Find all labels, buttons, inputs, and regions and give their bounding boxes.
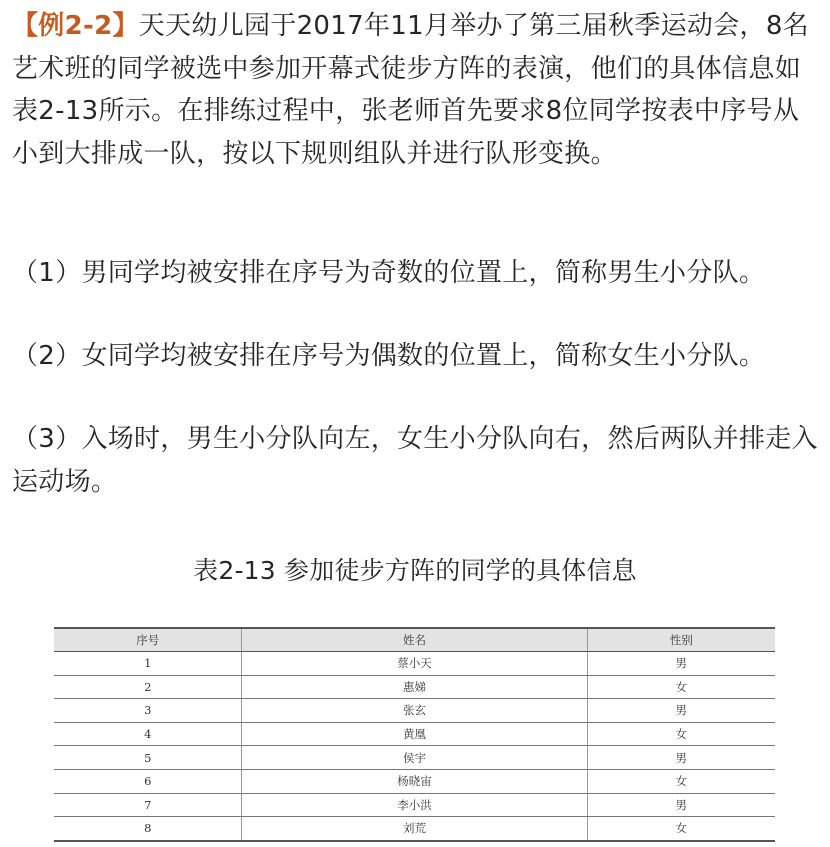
cell-gender: 男	[587, 746, 775, 770]
cell-gender: 女	[587, 675, 775, 699]
table-row	[54, 675, 775, 699]
cell-name: 张玄	[242, 699, 587, 723]
rule-2: （2）女同学均被安排在序号为偶数的位置上，简称女生小分队。	[12, 341, 766, 371]
cell-gender: 女	[587, 817, 775, 841]
cell-name: 李小洪	[242, 793, 587, 817]
cell-index: 1	[54, 652, 242, 676]
cell-index: 8	[54, 817, 242, 841]
cell-gender: 男	[587, 793, 775, 817]
table-row	[54, 699, 775, 723]
header-name: 姓名	[242, 628, 587, 652]
header-index: 序号	[54, 628, 242, 652]
table-row	[54, 652, 775, 676]
table-row	[54, 769, 775, 793]
table-row	[54, 722, 775, 746]
table-row	[54, 746, 775, 770]
table-row	[54, 793, 775, 817]
cell-index: 2	[54, 675, 242, 699]
cell-name: 杨晓宙	[242, 769, 587, 793]
example-label: 【例2-2】	[12, 11, 139, 41]
cell-name: 蔡小天	[242, 652, 587, 676]
cell-gender: 女	[587, 769, 775, 793]
cell-name: 侯宇	[242, 746, 587, 770]
cell-index: 7	[54, 793, 242, 817]
cell-index: 3	[54, 699, 242, 723]
table-caption: 表2-13 参加徒步方阵的同学的具体信息	[193, 556, 637, 585]
header-gender: 性别	[587, 628, 775, 652]
cell-name: 黄凰	[242, 722, 587, 746]
example-text: 天天幼儿园于2017年11月举办了第三届秋季运动会，8名艺术班的同学被选中参加开幕式徒步方阵的表演，他们的具体信息如表2-13所示。在排练过程中，张老师首先要求8位同学按表中序号从小到大排成一队，按以下规则组队并进行队形变换。	[12, 11, 809, 169]
rule-1: （1）男同学均被安排在序号为奇数的位置上，简称男生小分队。	[12, 258, 766, 288]
cell-gender: 女	[587, 722, 775, 746]
example-paragraph	[12, 5, 824, 175]
cell-name: 惠娣	[242, 675, 587, 699]
cell-index: 4	[54, 722, 242, 746]
cell-gender: 男	[587, 699, 775, 723]
cell-gender: 男	[587, 652, 775, 676]
cell-name: 刘荒	[242, 817, 587, 841]
cell-index: 5	[54, 746, 242, 770]
rule-3: （3）入场时，男生小分队向左，女生小分队向右，然后两队并排走入运动场。	[12, 424, 818, 497]
table-row	[54, 817, 775, 841]
student-info-table	[54, 627, 775, 842]
table-header-row	[54, 628, 775, 652]
cell-index: 6	[54, 769, 242, 793]
